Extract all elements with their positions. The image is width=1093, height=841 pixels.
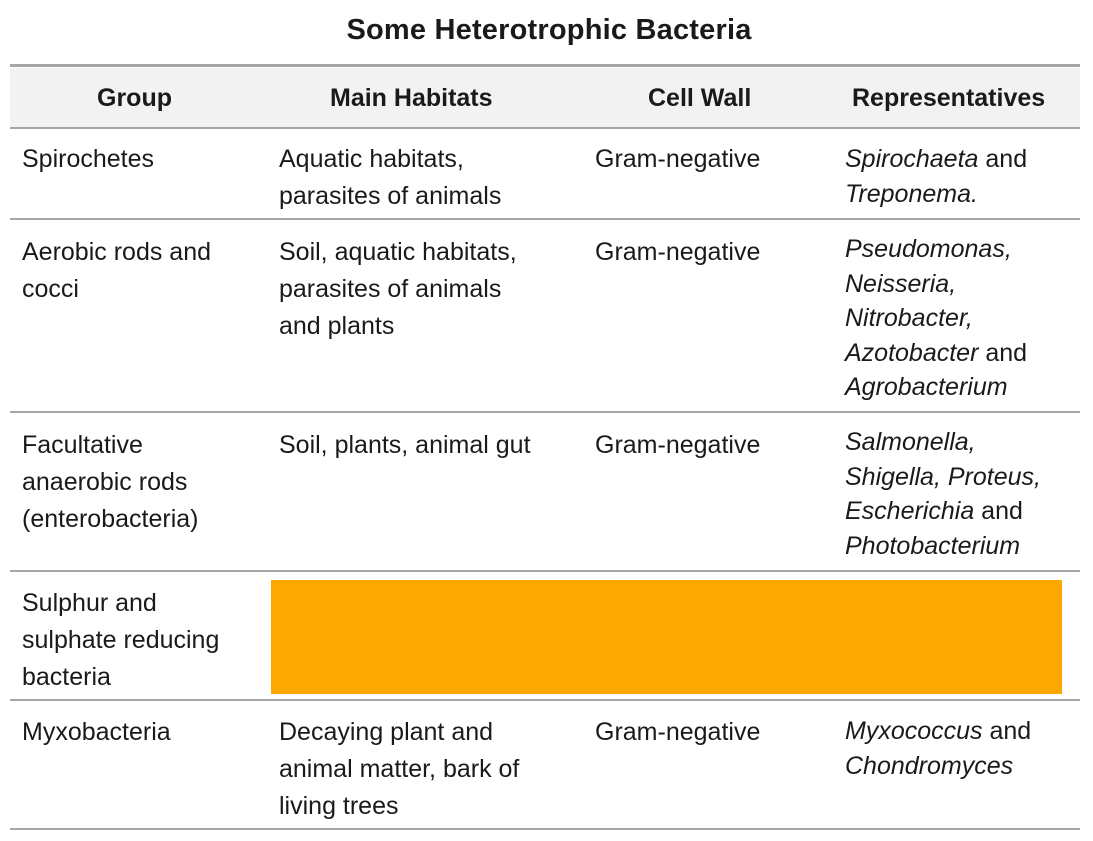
row-2-habitats xyxy=(279,234,517,345)
row-5-cell-wall: Gram-negative xyxy=(595,718,761,746)
habitat-line: animal matter, bark of xyxy=(279,755,520,783)
rep-line: Pseudomonas, xyxy=(845,235,1012,263)
habitat-line: parasites of animals xyxy=(279,182,502,210)
group-line: sulphate reducing xyxy=(22,626,220,654)
row-1-group xyxy=(22,141,154,178)
row-divider xyxy=(10,411,1080,413)
header-habitats: Main Habitats xyxy=(330,84,493,112)
row-3-habitats xyxy=(279,427,531,464)
row-divider xyxy=(10,218,1080,220)
row-5-group xyxy=(22,714,171,751)
rep-line: Escherichia and xyxy=(845,497,1023,526)
group-line: Myxobacteria xyxy=(22,718,171,746)
habitat-line: Soil, aquatic habitats, xyxy=(279,238,517,266)
group-line: anaerobic rods xyxy=(22,468,188,496)
row-2-cell-wall: Gram-negative xyxy=(595,238,761,266)
group-line: cocci xyxy=(22,275,79,303)
group-line: Facultative xyxy=(22,431,143,459)
group-line: bacteria xyxy=(22,663,111,691)
rep-line: Agrobacterium xyxy=(845,373,1008,402)
rep-line: Salmonella, xyxy=(845,428,976,456)
habitat-line: Decaying plant and xyxy=(279,718,494,746)
row-5-habitats xyxy=(279,714,519,825)
row-3-group xyxy=(22,427,198,538)
row-5-representatives xyxy=(845,714,1031,783)
habitat-line: parasites of animals xyxy=(279,275,502,303)
header-group: Group xyxy=(97,84,172,112)
habitat-line: and plants xyxy=(279,312,395,340)
header-cell-wall: Cell Wall xyxy=(648,84,752,112)
row-divider xyxy=(10,699,1080,701)
row-3-representatives xyxy=(845,425,1041,563)
row-1-habitats xyxy=(279,141,501,215)
rep-line: Spirochaeta and xyxy=(845,145,1028,173)
table-title: Some Heterotrophic Bacteria xyxy=(346,14,752,46)
header-representatives: Representatives xyxy=(852,84,1046,112)
header-rule xyxy=(10,127,1080,129)
top-rule xyxy=(10,64,1080,67)
rep-line: Shigella, Proteus, xyxy=(845,462,1041,491)
row-4-group xyxy=(22,585,219,696)
group-line: Sulphur and xyxy=(22,589,157,617)
row-3-cell-wall: Gram-negative xyxy=(595,431,761,459)
row-2-representatives xyxy=(845,232,1027,405)
rep-line: Treponema. xyxy=(845,179,978,208)
group-line: (enterobacteria) xyxy=(22,505,199,533)
row-divider xyxy=(10,570,1080,572)
rep-line: Myxococcus and xyxy=(845,717,1032,745)
habitat-line: living trees xyxy=(279,792,399,820)
row-1-cell-wall: Gram-negative xyxy=(595,145,761,173)
rep-line: Neisseria, xyxy=(845,269,957,298)
redaction-block xyxy=(271,580,1062,694)
group-line: Spirochetes xyxy=(22,145,155,173)
rep-line: Photobacterium xyxy=(845,531,1021,560)
habitat-line: Soil, plants, animal gut xyxy=(279,431,531,459)
group-line: Aerobic rods and xyxy=(22,238,212,266)
bottom-rule xyxy=(10,828,1080,830)
habitat-line: Aquatic habitats, xyxy=(279,145,464,173)
row-1-representatives xyxy=(845,142,1027,211)
rep-line: Azotobacter and xyxy=(845,338,1028,367)
rep-line: Chondromyces xyxy=(845,751,1014,780)
row-2-group xyxy=(22,234,211,308)
rep-line: Nitrobacter, xyxy=(845,304,973,333)
